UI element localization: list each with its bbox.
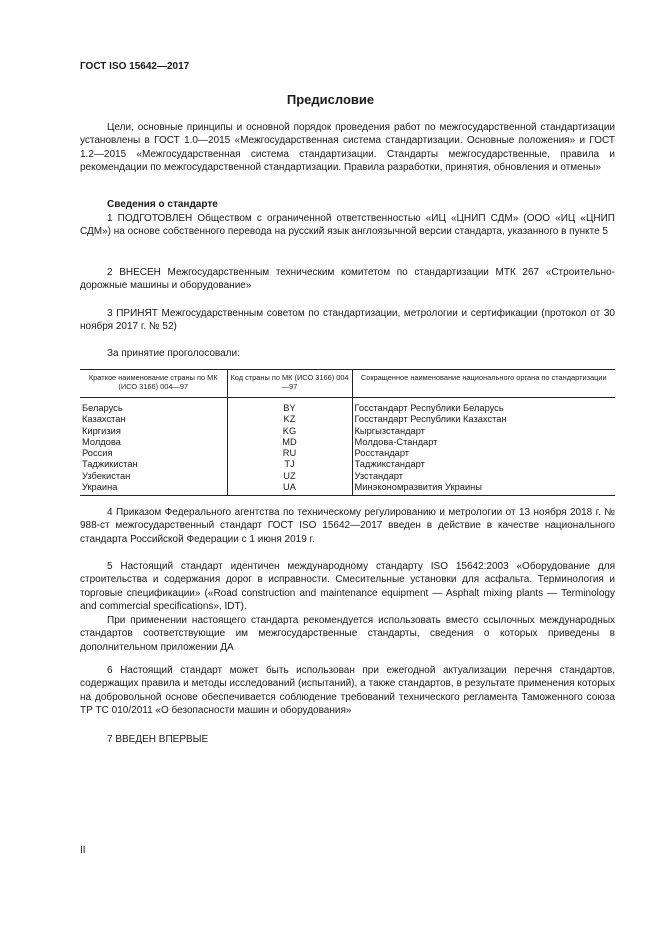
header-code: Код страны по МК (ИСО 3166) 004—97 (227, 370, 352, 398)
table-row (80, 459, 615, 470)
code-cell: BY (227, 398, 352, 415)
header-country: Краткое наименование страны по МК (ИСО 3166) 004—97 (80, 370, 227, 398)
section-heading: Сведения о стандарте (107, 199, 218, 210)
voting-table (80, 369, 615, 496)
table-row (80, 398, 615, 415)
body-cell: Минэкономразвития Украины (352, 482, 615, 496)
body-cell: Узстандарт (352, 471, 615, 482)
country-cell: Узбекистан (82, 470, 131, 481)
code-cell: KG (227, 426, 352, 437)
code-cell: RU (227, 448, 352, 459)
country-cell: Таджикистан (82, 459, 138, 470)
body-cell: Госстандарт Республики Беларусь (352, 398, 615, 415)
item-5-paragraph: 5 Настоящий стандарт идентичен международному стандарту ISO 15642:2003 «Оборудование для строительства и содержания дорог в исправности. Смесительные установки для асфальта. Терминология и торговые спецификации» («Road construction and maintenance equipment — Asphalt mixing plants — Terminology and commercial specifications», IDT). (80, 561, 615, 613)
table-row (80, 414, 615, 425)
body-cell: Кыргызстандарт (352, 426, 615, 437)
code-cell: MD (227, 437, 352, 448)
country-cell: Казахстан (82, 414, 126, 425)
code-cell: UA (227, 482, 352, 496)
item-1-paragraph: 1 ПОДГОТОВЛЕН Обществом с ограниченной ответственностью «ИЦ «ЦНИП СДМ» (ООО «ИЦ «ЦНИП СДМ») на основе собственного перевода на русский язык англоязычной версии стандарта, указанного в пункте 5 (80, 213, 615, 238)
country-cell: Молдова (82, 436, 121, 447)
item-6-paragraph: 6 Настоящий стандарт может быть использован при ежегодной актуализации перечня стандартов, содержащих правила и методы исследований (испытаний), а также стандартов, в результате применения которых на добровольной основе обеспечивается соблюдение требований технического регламента Таможенного союза ТР ТС 010/2011 «О безопасности машин и оборудования» (80, 665, 615, 717)
country-cell: Россия (82, 448, 113, 459)
country-cell: Киргизия (82, 425, 121, 436)
item-7-paragraph: 7 ВВЕДЕН ВПЕРВЫЕ (107, 734, 209, 745)
intro-paragraph: Цели, основные принципы и основной порядок проведения работ по межгосударственной стандартизации установлены в ГОСТ 1.0—2015 «Межгосударственная система стандартизации. Основные положения» и ГОСТ 1.2—2015 «Межгосударственная система стандартизации. Стандарты межгосударственные, правила и рекомендации по межгосударственной стандартизации. Правила разработки, принятия, обновления и отмены» (80, 122, 615, 174)
item-5-note-paragraph: При применении настоящего стандарта рекомендуется использовать вместо ссылочных международных стандартов соответствующие им межгосударственные стандарты, сведения о которых приведены в дополнительном приложении ДА (80, 615, 615, 653)
table-row (80, 482, 615, 496)
table-row (80, 448, 615, 459)
code-cell: TJ (227, 459, 352, 470)
body-cell: Госстандарт Республики Казахстан (352, 414, 615, 425)
vote-intro: За принятие проголосовали: (107, 348, 240, 359)
header-body: Сокращенное наименование национального органа по стандартизации (352, 370, 615, 398)
table-row (80, 437, 615, 448)
table-row (80, 471, 615, 482)
item-2-paragraph: 2 ВНЕСЕН Межгосударственным техническим комитетом по стандартизации МТК 267 «Строительно-дорожные машины и оборудование» (80, 267, 615, 292)
code-cell: UZ (227, 471, 352, 482)
item-3-paragraph: 3 ПРИНЯТ Межгосударственным советом по стандартизации, метрологии и сертификации (протокол от 30 ноября 2017 г. № 52) (80, 308, 615, 333)
body-cell: Молдова-Стандарт (352, 437, 615, 448)
body-cell: Таджикстандарт (352, 459, 615, 470)
code-cell: KZ (227, 414, 352, 425)
body-cell: Росстандарт (352, 448, 615, 459)
country-cell: Беларусь (82, 403, 123, 413)
country-cell: Украина (80, 482, 227, 496)
document-header: ГОСТ ISO 15642—2017 (80, 61, 190, 72)
table-row (80, 426, 615, 437)
page-title: Предисловие (286, 92, 375, 107)
item-4-paragraph: 4 Приказом Федерального агентства по техническому регулированию и метрологии от 13 ноября 2018 г. № 988-ст межгосударственный стандарт ГОСТ ISO 15642—2017 введен в действие в качестве национального стандарта Российской Федерации с 1 июня 2019 г. (80, 507, 615, 545)
table-header-row (80, 370, 615, 398)
page-number: II (80, 845, 86, 856)
